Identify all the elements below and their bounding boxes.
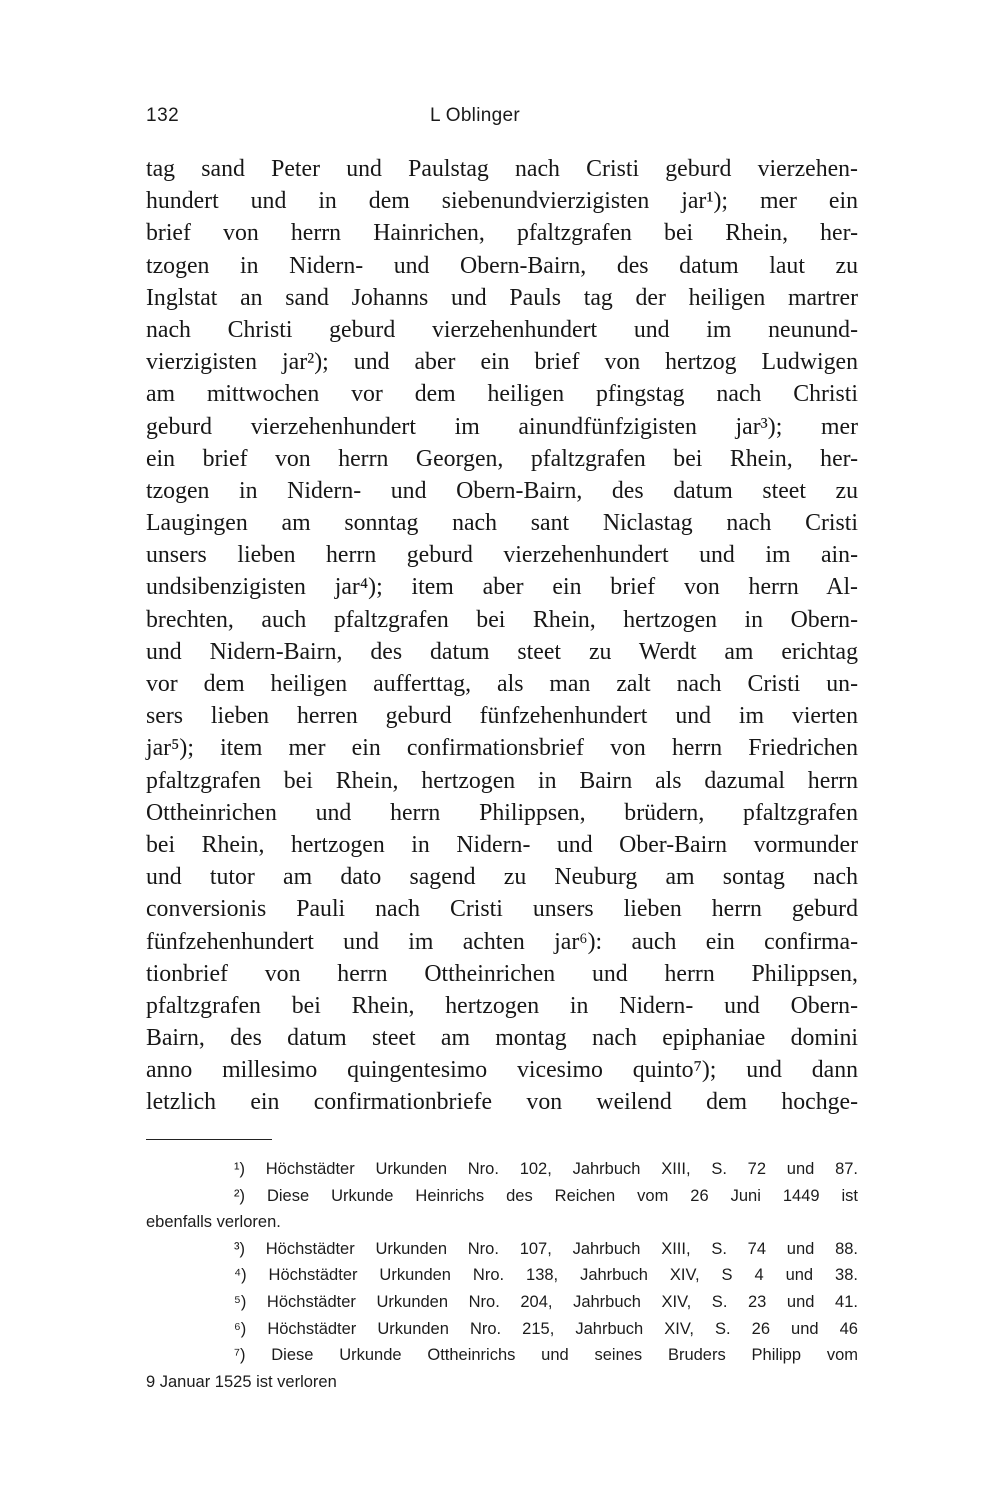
footnote-5: ⁵) Höchstädter Urkunden Nro. 204, Jahrbuch XIV, S. 23 und 41. <box>234 1292 858 1311</box>
body-line: tzogen in Nidern- und Obern-Bairn, des datum laut zu <box>146 252 858 279</box>
body-line: pfaltzgrafen bei Rhein, hertzogen in Bairn als dazumal herrn <box>146 767 858 794</box>
body-line: sers lieben herren geburd fünfzehenhundert und im vierten <box>146 703 858 730</box>
body-line: bei Rhein, hertzogen in Nidern- und Ober-Bairn vormunder <box>146 831 858 858</box>
footnotes <box>146 1156 858 1395</box>
body-line: tag sand Peter und Paulstag nach Cristi geburd vierzehen- <box>146 156 858 182</box>
body-line: am mittwochen vor dem heiligen pfingstag nach Christi <box>146 381 858 408</box>
body-line: ein brief von herrn Georgen, pfaltzgrafen bei Rhein, her- <box>146 445 858 472</box>
body-line: tzogen in Nidern- und Obern-Bairn, des datum steet zu <box>146 477 858 504</box>
page-header <box>146 101 860 131</box>
body-line: vierzigisten jar²); und aber ein brief von hertzog Ludwigen <box>146 349 858 376</box>
body-line: hundert und in dem siebenundvierzigisten jar¹); mer ein <box>146 188 858 215</box>
footnote-separator <box>146 1139 272 1140</box>
body-line: undsibenzigisten jar⁴); item aber ein brief von herrn Al- <box>146 574 858 601</box>
body-line: conversionis Pauli nach Cristi unsers lieben herrn geburd <box>146 896 858 923</box>
body-line: Laugingen am sonntag nach sant Niclastag nach Cristi <box>146 510 858 537</box>
footnote-4: ⁴) Höchstädter Urkunden Nro. 138, Jahrbuch XIV, S 4 und 38. <box>234 1266 858 1285</box>
body-line: letzlich ein confirmationbriefe von weilend dem hochge- <box>146 1089 858 1116</box>
page-number: 132 <box>146 105 180 126</box>
body-text <box>146 153 858 1119</box>
footnote-7: ⁷) Diese Urkunde Ottheinrichs und seines Bruders Philipp vom <box>234 1346 858 1365</box>
body-line: und tutor am dato sagend zu Neuburg am sontag nach <box>146 864 858 891</box>
footnote-7-continuation: 9 Januar 1525 ist verloren <box>146 1372 337 1391</box>
body-line: pfaltzgrafen bei Rhein, hertzogen in Nidern- und Obern- <box>146 992 858 1019</box>
body-line: Inglstat an sand Johanns und Pauls tag der heiligen martrer <box>146 284 858 311</box>
body-line: anno millesimo quingentesimo vicesimo quinto⁷); und dann <box>146 1057 858 1084</box>
footnote-6: ⁶) Höchstädter Urkunden Nro. 215, Jahrbuch XIV, S. 26 und 46 <box>234 1319 858 1338</box>
body-line: unsers lieben herrn geburd vierzehenhundert und im ain- <box>146 542 858 569</box>
body-line: und Nidern-Bairn, des datum steet zu Werdt am erichtag <box>146 638 858 665</box>
footnote-3: ³) Höchstädter Urkunden Nro. 107, Jahrbuch XIII, S. 74 und 88. <box>234 1239 858 1258</box>
footnote-1: ¹) Höchstädter Urkunden Nro. 102, Jahrbuch XIII, S. 72 und 87. <box>234 1160 858 1178</box>
body-line: vor dem heiligen aufferttag, als man zalt nach Cristi un- <box>146 671 858 697</box>
footnote-2: ²) Diese Urkunde Heinrichs des Reichen vom 26 Juni 1449 ist <box>234 1186 858 1205</box>
body-line: nach Christi geburd vierzehenhundert und im neunund- <box>146 316 858 343</box>
running-head: L Oblinger <box>430 105 520 126</box>
body-line: geburd vierzehenhundert im ainundfünfzigisten jar³); mer <box>146 413 858 440</box>
body-line: brechten, auch pfaltzgrafen bei Rhein, hertzogen in Obern- <box>146 606 858 633</box>
body-line: tionbrief von herrn Ottheinrichen und herrn Philippsen, <box>146 960 858 987</box>
body-line: fünfzehenhundert und im achten jar⁶): auch ein confirma- <box>146 928 858 955</box>
footnote-2-continuation: ebenfalls verloren. <box>146 1213 281 1232</box>
body-line: Ottheinrichen und herrn Philippsen, brüdern, pfaltzgrafen <box>146 799 858 826</box>
body-line: jar⁵); item mer ein confirmationsbrief von herrn Friedrichen <box>146 735 858 762</box>
body-line: Bairn, des datum steet am montag nach epiphaniae domini <box>146 1025 858 1052</box>
body-line: brief von herrn Hainrichen, pfaltzgrafen bei Rhein, her- <box>146 220 858 247</box>
